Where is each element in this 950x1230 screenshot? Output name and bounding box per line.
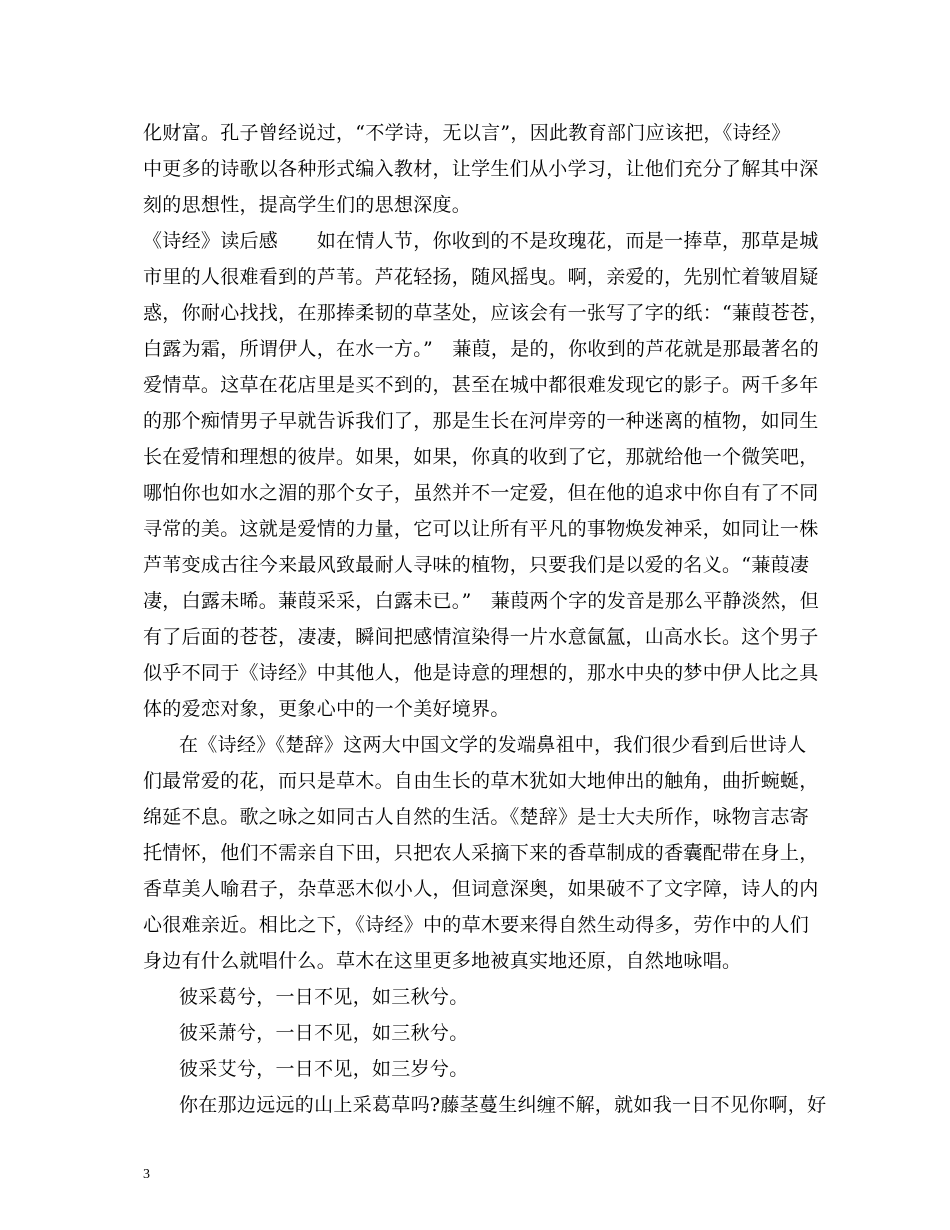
text-line: 们最常爱的花，而只是草木。自由生长的草木犹如大地伸出的触角，曲折蜿蜒， <box>143 770 819 792</box>
text-line: 刻的思想性，提高学生们的思想深度。 <box>143 194 472 216</box>
text-line: 《诗经》读后感 如在情人节，你收到的不是玫瑰花，而是一捧草，那草是城 <box>143 230 819 252</box>
text-line: 体的爱恋对象，更象心中的一个美好境界。 <box>143 698 510 720</box>
text-line: 爱情草。这草在花店里是买不到的，甚至在城中都很难发现它的影子。两千多年 <box>143 374 819 396</box>
poem-line: 彼采葛兮，一日不见，如三秋兮。 <box>179 986 469 1008</box>
text-line: 似乎不同于《诗经》中其他人，他是诗意的理想的，那水中央的梦中伊人比之具 <box>143 662 819 684</box>
text-line: 绵延不息。歌之咏之如同古人自然的生活。《楚辞》是士大夫所作，咏物言志寄 <box>143 806 810 828</box>
poem-line: 彼采萧兮，一日不见，如三秋兮。 <box>179 1022 469 1044</box>
text-line: 在《诗经》《楚辞》这两大中国文学的发端鼻祖中，我们很少看到后世诗人 <box>179 734 807 756</box>
text-line: 惑，你耐心找找，在那捧柔韧的草茎处，应该会有一张写了字的纸：“蒹葭苍苍， <box>143 302 829 324</box>
text-line: 哪怕你也如水之湄的那个女子，虽然并不一定爱，但在他的追求中你自有了不同 <box>143 482 819 504</box>
text-line: 长在爱情和理想的彼岸。如果，如果，你真的收到了它，那就给他一个微笑吧， <box>143 446 819 468</box>
text-line: 芦苇变成古往今来最风致最耐人寻味的植物，只要我们是以爱的名义。“蒹葭凄 <box>143 554 810 576</box>
text-line: 心很难亲近。相比之下，《诗经》中的草木要来得自然生动得多，劳作中的人们 <box>143 914 810 936</box>
text-line: 中更多的诗歌以各种形式编入教材，让学生们从小学习，让他们充分了解其中深 <box>143 158 819 180</box>
text-line: 寻常的美。这就是爱情的力量，它可以让所有平凡的事物焕发神采，如同让一株 <box>143 518 819 540</box>
text-line: 白露为霜，所谓伊人，在水一方。” 蒹葭，是的，你收到的芦花就是那最著名的 <box>143 338 820 360</box>
text-line: 你在那边远远的山上采葛草吗?藤茎蔓生纠缠不解，就如我一日不见你啊，好 <box>179 1094 827 1116</box>
text-line: 市里的人很难看到的芦苇。芦花轻扬，随风摇曳。啊，亲爱的，先别忙着皱眉疑 <box>143 266 819 288</box>
text-line: 有了后面的苍苍，凄凄，瞬间把感情渲染得一片水意氤氲，山高水长。这个男子 <box>143 626 819 648</box>
text-line: 凄，白露未晞。蒹葭采采，白露未已。” 蒹葭两个字的发音是那么平静淡然，但 <box>143 590 820 612</box>
text-line: 化财富。孔子曾经说过，“不学诗，无以言”，因此教育部门应该把，《诗经》 <box>143 122 791 144</box>
text-line: 托情怀，他们不需亲自下田，只把农人采摘下来的香草制成的香囊配带在身上， <box>143 842 819 864</box>
text-line: 香草美人喻君子，杂草恶木似小人，但词意深奥，如果破不了文字障，诗人的内 <box>143 878 819 900</box>
text-line: 的那个痴情男子早就告诉我们了，那是生长在河岸旁的一种迷离的植物，如同生 <box>143 410 819 432</box>
poem-line: 彼采艾兮，一日不见，如三岁兮。 <box>179 1058 469 1080</box>
page-number: 3 <box>143 1167 150 1182</box>
text-line: 身边有什么就唱什么。草木在这里更多地被真实地还原，自然地咏唱。 <box>143 950 742 972</box>
